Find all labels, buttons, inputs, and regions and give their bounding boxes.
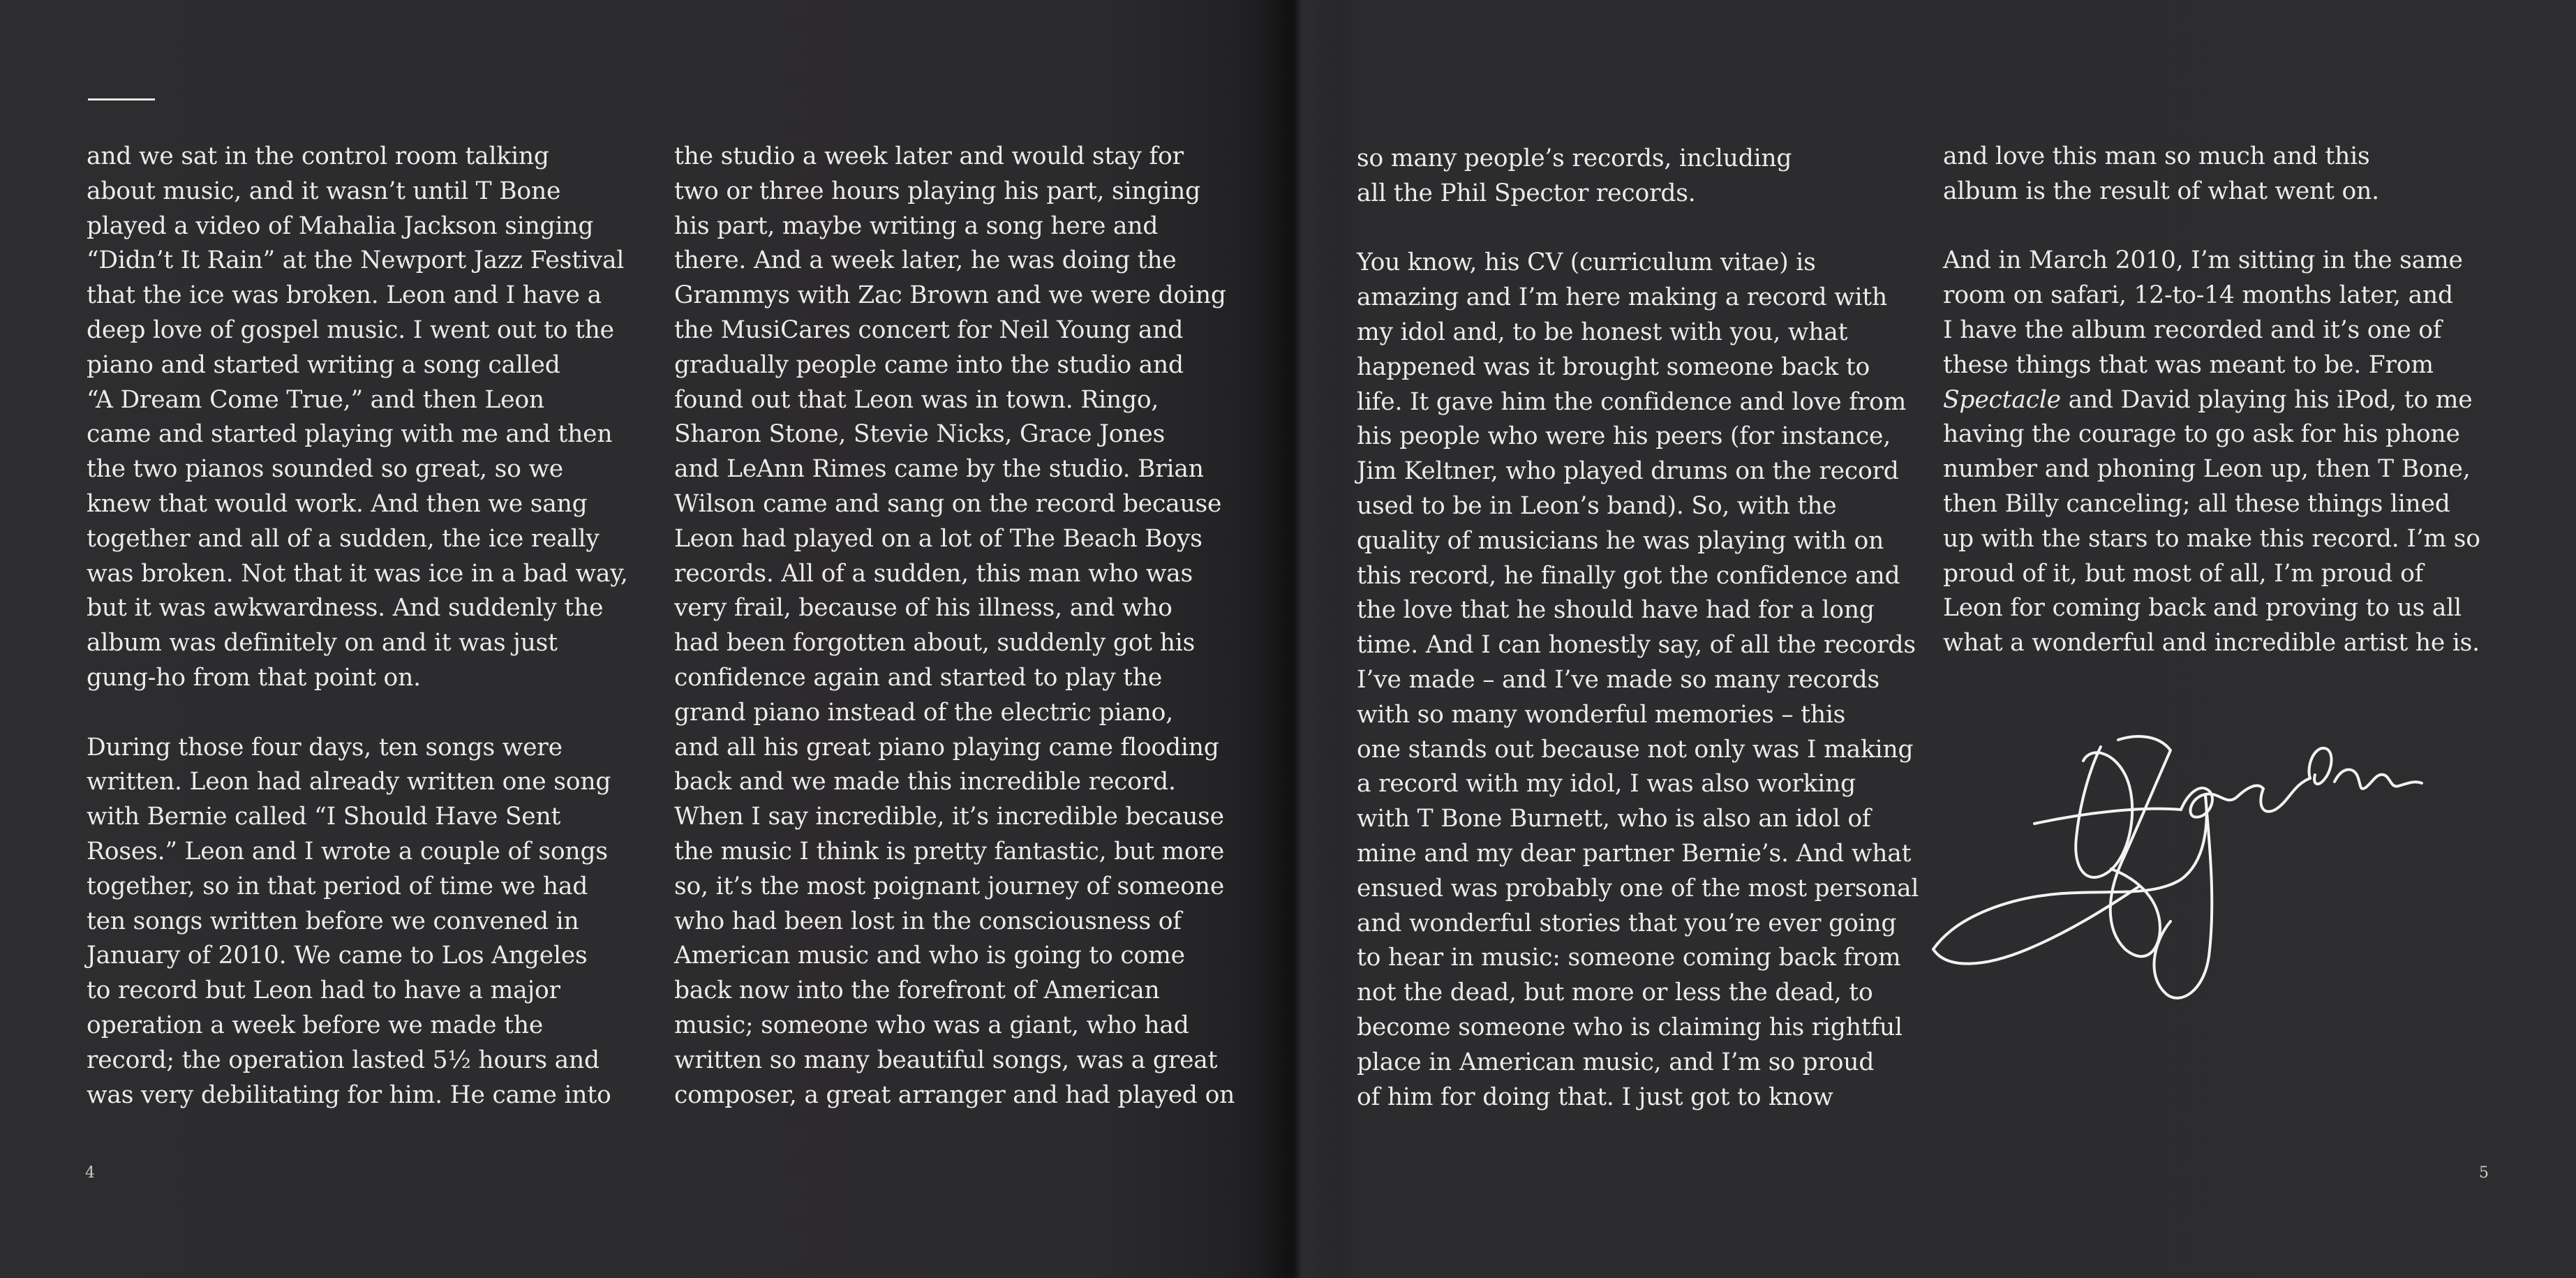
text-line: but it was awkwardness. And suddenly the bbox=[87, 594, 604, 623]
text-line: written so many beautiful songs, was a great bbox=[674, 1046, 1218, 1074]
text-line: and we sat in the control room talking bbox=[87, 142, 549, 170]
page-number-left: 4 bbox=[85, 1164, 95, 1182]
text-line: confidence again and started to play the bbox=[674, 663, 1163, 692]
text-line: proud of it, but most of all, I’m proud of bbox=[1943, 559, 2424, 588]
text-line: used to be in Leon’s band). So, with the bbox=[1357, 491, 1837, 520]
text-line: operation a week before we made the bbox=[87, 1011, 544, 1039]
text-line: one stands out because not only was I making bbox=[1357, 735, 1914, 764]
text-line: with T Bone Burnett, who is also an idol of bbox=[1357, 805, 1871, 833]
right-page-column-2 bbox=[1943, 140, 2487, 661]
text-line: piano and started writing a song called bbox=[87, 350, 560, 379]
text-line: was broken. Not that it was ice in a bad way, bbox=[87, 559, 628, 588]
text-line: had been forgotten about, suddenly got his bbox=[674, 629, 1196, 657]
text-line: deep love of gospel music. I went out to the bbox=[87, 315, 614, 344]
handwritten-signature bbox=[1930, 719, 2432, 1026]
text-line: his people who were his peers (for instance, bbox=[1357, 422, 1891, 451]
text-line: When I say incredible, it’s incredible because bbox=[674, 803, 1224, 831]
text-line: then Billy canceling; all these things lined bbox=[1943, 489, 2450, 518]
text-line: up with the stars to make this record. I’m so bbox=[1943, 524, 2480, 553]
text-line: And in March 2010, I’m sitting in the same bbox=[1943, 246, 2463, 275]
text-line: Jim Keltner, who played drums on the record bbox=[1357, 457, 1899, 486]
text-line: his part, maybe writing a song here and bbox=[674, 211, 1159, 240]
text-line: gradually people came into the studio and bbox=[674, 350, 1184, 379]
text-line: what a wonderful and incredible artist he is. bbox=[1943, 629, 2480, 657]
text-fragment: and David playing his iPod, to me bbox=[2060, 385, 2473, 414]
text-line: back now into the forefront of American bbox=[674, 976, 1160, 1005]
text-line: and LeAnn Rimes came by the studio. Brian bbox=[674, 455, 1204, 484]
text-line: “Didn’t It Rain” at the Newport Jazz Festival bbox=[87, 246, 625, 275]
paragraph bbox=[1943, 244, 2487, 661]
text-line: the music I think is pretty fantastic, but more bbox=[674, 837, 1225, 865]
text-line: not the dead, but more or less the dead, to bbox=[1357, 979, 1873, 1007]
text-line: become someone who is claiming his rightful bbox=[1357, 1013, 1903, 1041]
text-line: that the ice was broken. Leon and I have a bbox=[87, 281, 602, 310]
text-line: together, so in that period of time we had bbox=[87, 872, 588, 900]
text-line: so, it’s the most poignant journey of someone bbox=[674, 872, 1225, 900]
top-rule bbox=[88, 98, 155, 101]
text-line: ensued was probably one of the most personal bbox=[1357, 874, 1919, 902]
text-line: about music, and it wasn’t until T Bone bbox=[87, 177, 561, 205]
paragraph bbox=[87, 731, 617, 1113]
text-line: American music and who is going to come bbox=[674, 942, 1185, 970]
text-line: quality of musicians he was playing with on bbox=[1357, 526, 1884, 555]
text-line: During those four days, ten songs were bbox=[87, 733, 563, 761]
text-line: played a video of Mahalia Jackson singing bbox=[87, 211, 594, 240]
text-line: knew that would work. And then we sang bbox=[87, 489, 588, 518]
book-gutter bbox=[1260, 0, 1337, 1278]
text-line: grand piano instead of the electric piano, bbox=[674, 698, 1174, 727]
text-line: together and all of a sudden, the ice really bbox=[87, 524, 600, 553]
text-line: Roses.” Leon and I wrote a couple of songs bbox=[87, 837, 608, 865]
left-page-column-2 bbox=[674, 140, 1235, 1113]
text-line: I’ve made – and I’ve made so many records bbox=[1357, 665, 1879, 694]
text-line: ten songs written before we convened in bbox=[87, 907, 579, 935]
text-line: the MusiCares concert for Neil Young and bbox=[674, 315, 1184, 344]
text-line: the studio a week later and would stay for bbox=[674, 142, 1184, 170]
text-line: to record but Leon had to have a major bbox=[87, 976, 560, 1005]
text-line: composer, a great arranger and had played on bbox=[674, 1080, 1235, 1109]
text-line: album is the result of what went on. bbox=[1943, 177, 2379, 205]
right-page-column-1 bbox=[1357, 142, 1919, 1115]
text-line: Wilson came and sang on the record because bbox=[674, 489, 1222, 518]
text-line: Leon for coming back and proving to us all bbox=[1943, 594, 2462, 623]
text-line: Sharon Stone, Stevie Nicks, Grace Jones bbox=[674, 420, 1166, 449]
left-page-column-1 bbox=[87, 140, 628, 1113]
text-line: and wonderful stories that you’re ever going bbox=[1357, 909, 1897, 937]
text-line: was very debilitating for him. He came into bbox=[87, 1080, 611, 1109]
text-line: there. And a week later, he was doing the bbox=[674, 246, 1177, 275]
paragraph bbox=[1943, 140, 2487, 209]
text-line: this record, he finally got the confidence and bbox=[1357, 561, 1900, 590]
paragraph bbox=[87, 140, 628, 696]
text-line: found out that Leon was in town. Ringo, bbox=[674, 385, 1159, 414]
text-line: the two pianos sounded so great, so we bbox=[87, 455, 564, 484]
text-line: time. And I can honestly say, of all the records bbox=[1357, 631, 1916, 660]
text-line: very frail, because of his illness, and who bbox=[674, 594, 1172, 623]
italic-title: Spectacle bbox=[1943, 385, 2061, 414]
text-line: records. All of a sudden, this man who was bbox=[674, 559, 1193, 588]
text-line: gung-ho from that point on. bbox=[87, 663, 421, 692]
text-line: back and we made this incredible record. bbox=[674, 768, 1176, 796]
text-line: these things that was meant to be. From bbox=[1943, 350, 2434, 379]
text-line: a record with my idol, I was also working bbox=[1357, 770, 1856, 798]
text-line bbox=[1943, 383, 2487, 418]
text-line: music; someone who was a giant, who had bbox=[674, 1011, 1189, 1039]
text-line: record; the operation lasted 5½ hours and bbox=[87, 1046, 600, 1074]
text-line: with Bernie called “I Should Have Sent bbox=[87, 803, 561, 831]
text-line: with so many wonderful memories – this bbox=[1357, 700, 1846, 729]
text-line: who had been lost in the consciousness of bbox=[674, 907, 1182, 935]
text-line: album was definitely on and it was just bbox=[87, 629, 558, 657]
text-line: so many people’s records, including bbox=[1357, 144, 1792, 172]
text-line: happened was it brought someone back to bbox=[1357, 352, 1870, 381]
text-line: of him for doing that. I just got to know bbox=[1357, 1083, 1833, 1111]
text-line: amazing and I’m here making a record with bbox=[1357, 283, 1887, 312]
paragraph bbox=[1357, 246, 1919, 1115]
text-line: all the Phil Spector records. bbox=[1357, 179, 1696, 207]
paragraph bbox=[1357, 142, 1908, 211]
text-line: “A Dream Come True,” and then Leon bbox=[87, 385, 544, 414]
text-line: January of 2010. We came to Los Angeles bbox=[87, 942, 588, 970]
text-line: written. Leon had already written one song bbox=[87, 768, 611, 796]
text-line: mine and my dear partner Bernie’s. And what bbox=[1357, 839, 1912, 868]
text-line: number and phoning Leon up, then T Bone, bbox=[1943, 455, 2471, 484]
text-line: and love this man so much and this bbox=[1943, 142, 2370, 170]
text-line: two or three hours playing his part, singing bbox=[674, 177, 1201, 205]
text-line: place in American music, and I’m so proud bbox=[1357, 1048, 1875, 1076]
text-line: room on safari, 12-to-14 months later, and bbox=[1943, 281, 2453, 310]
text-line: having the courage to go ask for his phone bbox=[1943, 420, 2460, 449]
text-line: to hear in music: someone coming back from bbox=[1357, 944, 1901, 972]
text-line: life. It gave him the confidence and love from bbox=[1357, 387, 1907, 416]
text-line: You know, his CV (curriculum vitae) is bbox=[1357, 248, 1816, 277]
text-line: Leon had played on a lot of The Beach Boys bbox=[674, 524, 1203, 553]
text-line: and all his great piano playing came flooding bbox=[674, 733, 1219, 761]
text-line: the love that he should have had for a long bbox=[1357, 596, 1875, 625]
page-number-right: 5 bbox=[2479, 1164, 2489, 1182]
text-line: Grammys with Zac Brown and we were doing bbox=[674, 281, 1226, 310]
text-line: my idol and, to be honest with you, what bbox=[1357, 318, 1848, 346]
text-line: I have the album recorded and it’s one of bbox=[1943, 315, 2442, 344]
text-line: came and started playing with me and then bbox=[87, 420, 613, 449]
paragraph bbox=[674, 140, 1235, 1113]
